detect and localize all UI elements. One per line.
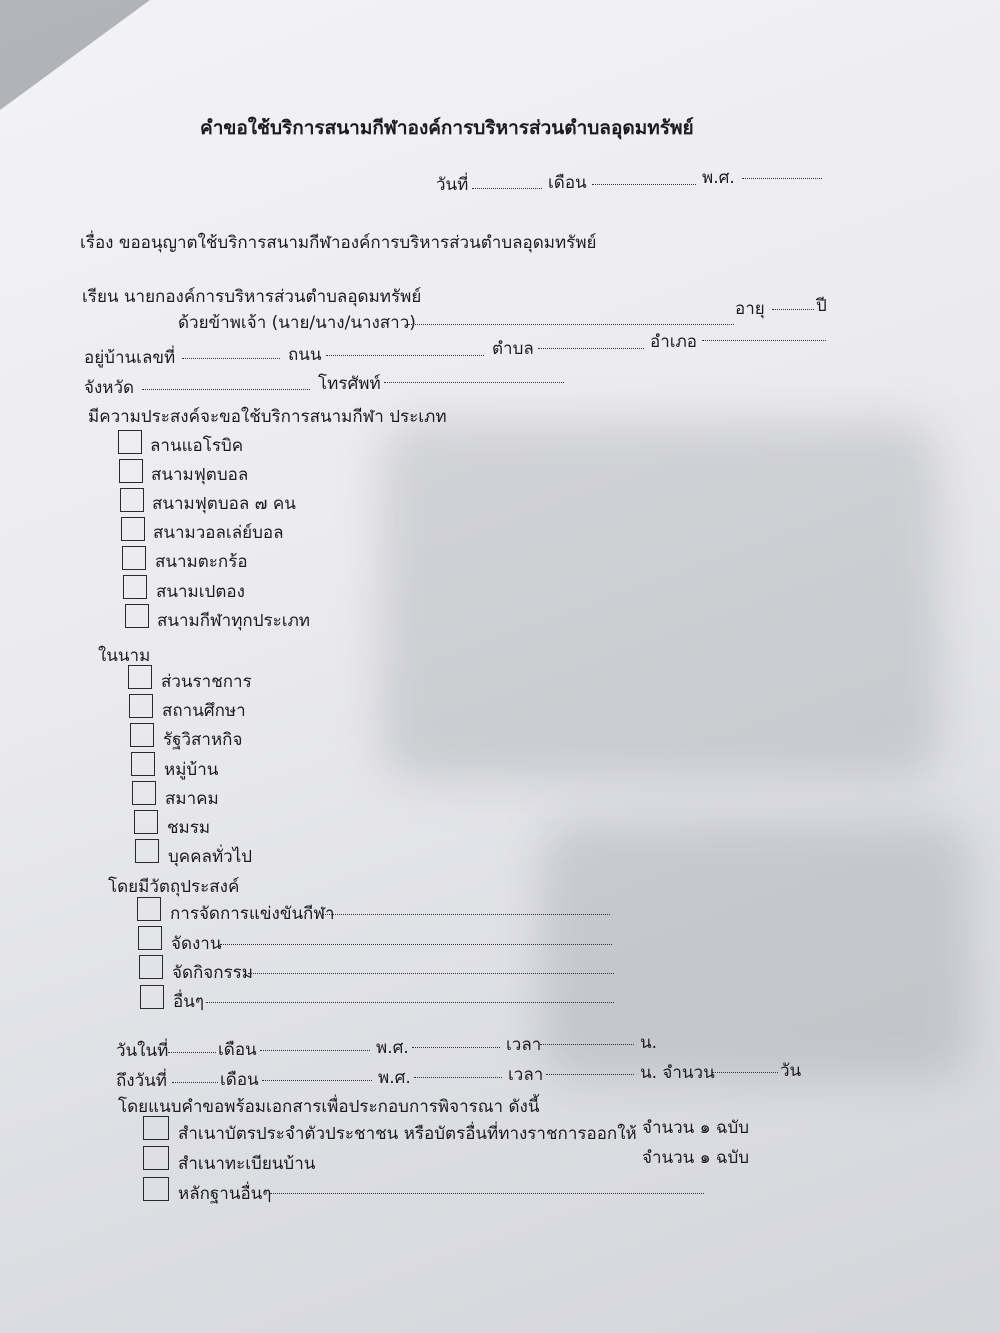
from-hour-unit: น.: [640, 1033, 658, 1053]
attachments-label: โดยแนบคำขอพร้อมเอกสารเพื่อประกอบการพิจารณา ดังนี้: [118, 1097, 540, 1117]
purpose-field[interactable]: [322, 914, 610, 915]
facility-label: สนามกีฬาทุกประเภท: [157, 611, 310, 631]
facility-checkbox[interactable]: [120, 488, 144, 512]
from-month-field[interactable]: [260, 1050, 370, 1051]
from-day-field[interactable]: [168, 1052, 216, 1053]
phone-field[interactable]: [384, 382, 564, 383]
purpose-option: จัดงาน: [171, 934, 222, 954]
attachment-qty: จำนวน ๑ ฉบับ: [642, 1148, 750, 1168]
facility-checkbox[interactable]: [125, 604, 149, 628]
on-behalf-option: ส่วนราชการ: [161, 672, 252, 692]
age-unit: ปี: [816, 296, 827, 316]
facility-label: ลานแอโรบิค: [150, 436, 244, 456]
on-behalf-checkbox[interactable]: [130, 723, 154, 747]
purpose-field[interactable]: [220, 944, 612, 945]
attachment-checkbox[interactable]: [143, 1116, 169, 1140]
facility-checkbox[interactable]: [119, 459, 143, 483]
purpose-option: อื่นๆ: [173, 992, 204, 1012]
date-day-field[interactable]: [472, 188, 542, 189]
from-time-label: เวลา: [506, 1035, 542, 1055]
phone-label: โทรศัพท์: [318, 374, 381, 394]
purpose-checkbox[interactable]: [140, 985, 164, 1009]
purpose-label: โดยมีวัตถุประสงค์: [108, 877, 240, 897]
province-field[interactable]: [142, 389, 310, 390]
on-behalf-option: รัฐวิสาหกิจ: [163, 730, 243, 750]
form-title: คำขอใช้บริการสนามกีฬาองค์การบริหารส่วนตำบลอุดมทรัพย์: [200, 117, 694, 139]
on-behalf-checkbox[interactable]: [132, 781, 156, 805]
house-no-label: อยู่บ้านเลขที่: [84, 348, 176, 368]
purpose-option: การจัดการแข่งขันกีฬา: [170, 904, 335, 924]
age-field[interactable]: [772, 309, 814, 310]
facility-label: สนามวอลเล่ย์บอล: [153, 523, 284, 543]
to-month-field[interactable]: [262, 1080, 372, 1081]
purpose-checkbox[interactable]: [137, 897, 161, 921]
to-day-label: ถึงวันที่: [116, 1071, 167, 1091]
on-behalf-option: สมาคม: [165, 789, 219, 809]
road-label: ถนน: [288, 345, 322, 365]
date-day-label: วันที่: [436, 175, 469, 195]
subject-line: เรื่อง ขออนุญาตใช้บริการสนามกีฬาองค์การบริหารส่วนตำบลอุดมทรัพย์: [80, 233, 597, 253]
district-field[interactable]: [702, 340, 826, 341]
date-month-field[interactable]: [592, 184, 696, 185]
facility-label: สนามฟุตบอล ๗ คน: [152, 494, 296, 514]
on-behalf-checkbox[interactable]: [131, 752, 155, 776]
on-behalf-checkbox[interactable]: [128, 665, 152, 689]
on-behalf-option: ชมรม: [167, 818, 211, 838]
from-year-field[interactable]: [412, 1047, 500, 1048]
attachment-label: หลักฐานอื่นๆ: [178, 1184, 272, 1204]
attachment-other-field[interactable]: [270, 1193, 704, 1194]
from-year-label: พ.ศ.: [376, 1038, 409, 1058]
on-behalf-checkbox[interactable]: [134, 810, 158, 834]
road-field[interactable]: [326, 355, 484, 356]
purpose-option: จัดกิจกรรม: [172, 963, 254, 983]
day-unit: วัน: [780, 1061, 802, 1081]
from-time-field[interactable]: [540, 1044, 634, 1045]
attachment-checkbox[interactable]: [143, 1146, 169, 1170]
to-day-field[interactable]: [172, 1082, 218, 1083]
on-behalf-checkbox[interactable]: [129, 694, 153, 718]
to-time-label: เวลา: [508, 1065, 544, 1085]
age-label: อายุ: [735, 299, 765, 319]
facility-label: สนามเปตอง: [156, 582, 245, 602]
facility-prompt: มีความประสงค์จะขอใช้บริการสนามกีฬา ประเภท: [88, 407, 447, 427]
facility-checkbox[interactable]: [122, 546, 146, 570]
page-corner-fold: [0, 0, 150, 110]
facility-label: สนามฟุตบอล: [151, 465, 249, 485]
on-behalf-option: บุคคลทั่วไป: [168, 847, 253, 867]
subdistrict-label: ตำบล: [492, 339, 534, 359]
purpose-field[interactable]: [248, 973, 614, 974]
attachment-qty: จำนวน ๑ ฉบับ: [642, 1118, 750, 1138]
name-label: ด้วยข้าพเจ้า (นาย/นาง/นางสาว): [178, 313, 416, 333]
name-field[interactable]: [408, 324, 734, 325]
to-time-field[interactable]: [546, 1074, 634, 1075]
to-year-label: พ.ศ.: [378, 1068, 411, 1088]
subdistrict-field[interactable]: [538, 348, 644, 349]
to-month-label: เดือน: [220, 1070, 259, 1090]
from-month-label: เดือน: [218, 1040, 257, 1060]
hand-shadow-lower: [540, 820, 970, 1080]
to-hour-count-label: น. จำนวน: [640, 1063, 715, 1083]
on-behalf-label: ในนาม: [98, 646, 151, 666]
purpose-checkbox[interactable]: [139, 955, 163, 979]
attachment-label: สำเนาบัตรประจำตัวประชาชน หรือบัตรอื่นที่ทางราชการออกให้: [178, 1124, 637, 1144]
purpose-checkbox[interactable]: [138, 926, 162, 950]
facility-checkbox[interactable]: [118, 430, 142, 454]
day-count-field[interactable]: [712, 1072, 778, 1073]
facility-label: สนามตะกร้อ: [155, 552, 248, 572]
from-day-label: วันในที่: [116, 1041, 169, 1061]
house-no-field[interactable]: [182, 358, 280, 359]
facility-checkbox[interactable]: [121, 517, 145, 541]
purpose-field[interactable]: [206, 1002, 614, 1003]
on-behalf-checkbox[interactable]: [135, 839, 159, 863]
date-month-label: เดือน: [548, 173, 587, 193]
facility-checkbox[interactable]: [123, 575, 147, 599]
date-year-field[interactable]: [742, 178, 822, 179]
attachment-label: สำเนาทะเบียนบ้าน: [178, 1154, 316, 1174]
on-behalf-option: สถานศึกษา: [162, 701, 246, 721]
district-label: อำเภอ: [650, 332, 697, 352]
to-year-field[interactable]: [414, 1077, 502, 1078]
hand-shadow: [380, 420, 940, 780]
addressee-line: เรียน นายกองค์การบริหารส่วนตำบลอุดมทรัพย์: [82, 287, 422, 307]
province-label: จังหวัด: [84, 378, 135, 398]
date-year-label: พ.ศ.: [702, 168, 735, 188]
attachment-checkbox[interactable]: [143, 1177, 169, 1201]
on-behalf-option: หมู่บ้าน: [164, 760, 219, 780]
